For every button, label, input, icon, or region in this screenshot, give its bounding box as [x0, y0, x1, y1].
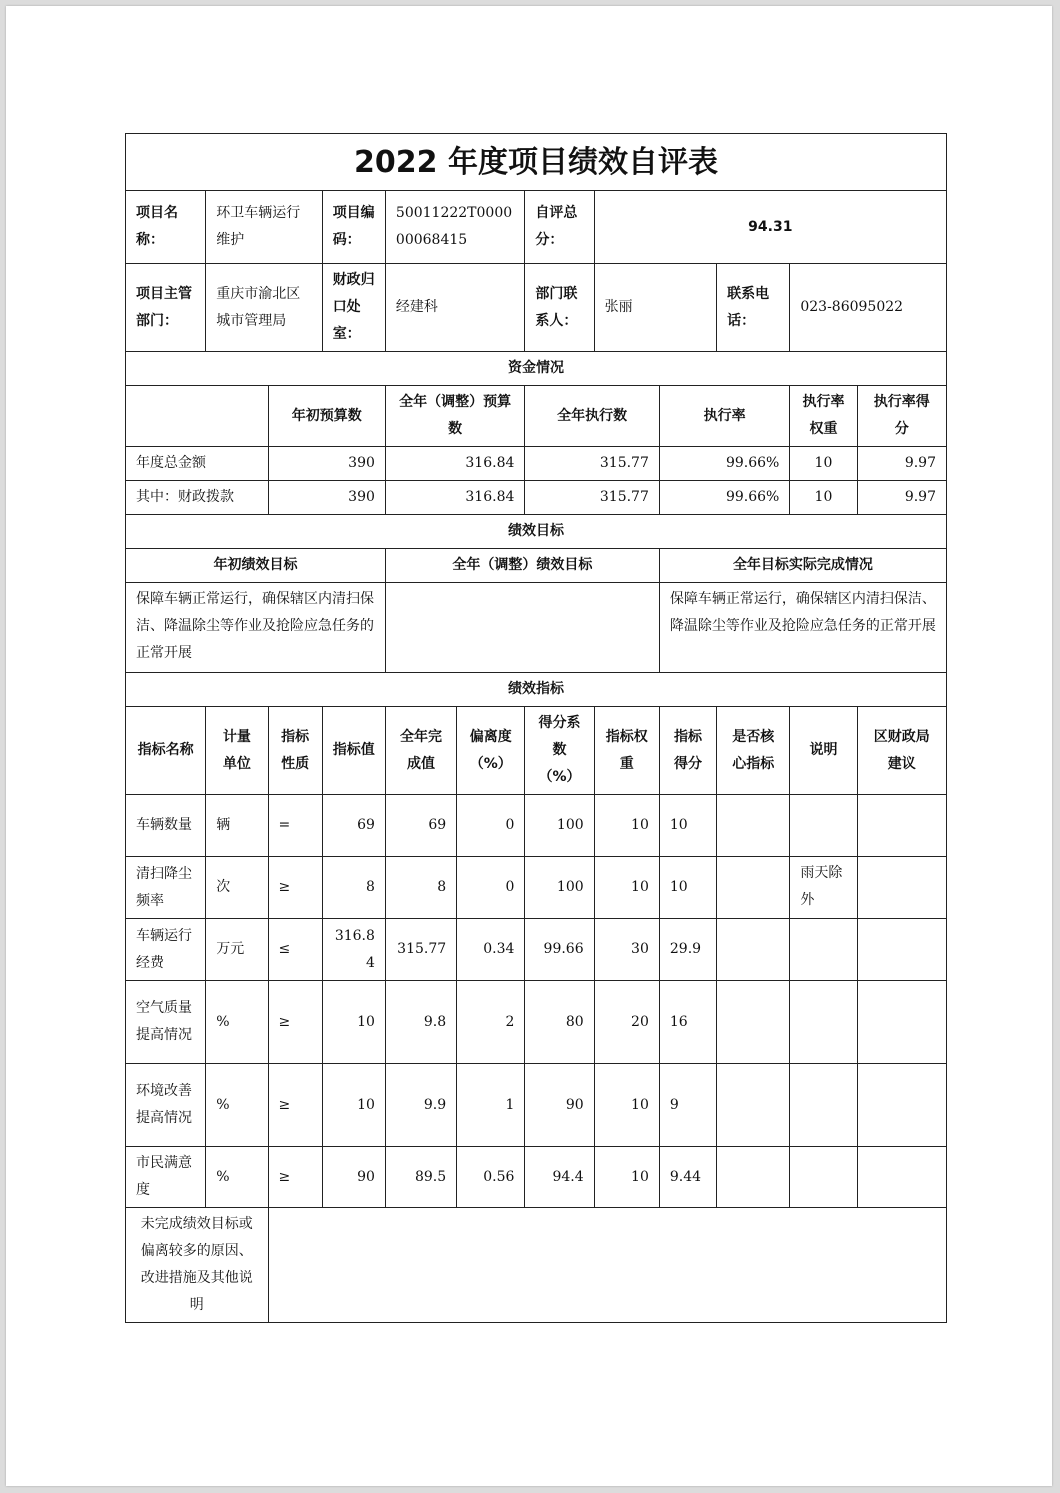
phone-value: 023-86095022 [790, 264, 947, 352]
score-label: 自评总分： [525, 191, 594, 264]
funds-cell: 99.66% [659, 447, 789, 481]
dept-value: 重庆市渝北区城市管理局 [206, 264, 322, 352]
indicator-cell: ≥ [268, 1147, 322, 1208]
indicator-cell: 9 [659, 1064, 716, 1147]
indicator-cell: ≥ [268, 857, 322, 919]
funds-cell: 390 [268, 481, 385, 515]
indicator-header: 指标值 [322, 707, 385, 795]
finance-office-value: 经建科 [385, 264, 524, 352]
indicator-cell: 316.84 [322, 919, 385, 981]
indicator-cell: 市民满意度 [126, 1147, 206, 1208]
indicator-cell: % [206, 1064, 268, 1147]
funds-header: 执行率权重 [790, 386, 857, 447]
indicator-cell: 环境改善提高情况 [126, 1064, 206, 1147]
indicator-cell: 10 [594, 1147, 659, 1208]
indicator-row [126, 919, 947, 981]
indicator-header: 是否核心指标 [717, 707, 790, 795]
project-name-value: 环卫车辆运行维护 [206, 191, 322, 264]
indicator-cell: 100 [525, 795, 594, 857]
indicator-cell: 89.5 [385, 1147, 456, 1208]
indicator-header: 指标得分 [659, 707, 716, 795]
indicator-cell: 9.9 [385, 1064, 456, 1147]
indicator-cell [790, 1147, 857, 1208]
indicator-header: 全年完成值 [385, 707, 456, 795]
indicator-header: 区财政局建议 [857, 707, 946, 795]
funds-row-label: 其中：财政拨款 [126, 481, 269, 515]
indicator-cell [857, 981, 946, 1064]
indicator-cell [790, 1064, 857, 1147]
indicator-cell: 0 [457, 857, 525, 919]
indicator-cell: 雨天除外 [790, 857, 857, 919]
indicator-cell [857, 795, 946, 857]
funds-row [126, 481, 947, 515]
indicator-cell [857, 1147, 946, 1208]
indicator-cell: 10 [594, 857, 659, 919]
indicator-cell: 0 [457, 795, 525, 857]
indicator-cell [717, 981, 790, 1064]
indicator-cell: 20 [594, 981, 659, 1064]
goal-adjusted-text [385, 583, 659, 673]
indicator-row [126, 795, 947, 857]
funds-header: 年初预算数 [268, 386, 385, 447]
funds-cell: 315.77 [525, 481, 659, 515]
indicator-cell: 10 [322, 1064, 385, 1147]
indicator-cell: 车辆运行经费 [126, 919, 206, 981]
funds-row-label: 年度总金额 [126, 447, 269, 481]
indicator-cell: 万元 [206, 919, 268, 981]
indicator-header: 计量单位 [206, 707, 268, 795]
funds-cell: 316.84 [385, 447, 524, 481]
phone-label: 联系电话： [717, 264, 790, 352]
contact-value: 张丽 [594, 264, 716, 352]
indicator-cell: 空气质量提高情况 [126, 981, 206, 1064]
dept-label: 项目主管部门： [126, 264, 206, 352]
indicator-cell: 69 [385, 795, 456, 857]
funds-cell: 390 [268, 447, 385, 481]
funds-header: 全年执行数 [525, 386, 659, 447]
goals-section-heading: 绩效目标 [126, 515, 947, 549]
indicator-cell: 8 [385, 857, 456, 919]
funds-header: 执行率 [659, 386, 789, 447]
indicator-cell: ≥ [268, 1064, 322, 1147]
funds-cell: 10 [790, 447, 857, 481]
finance-office-label: 财政归口处室： [322, 264, 385, 352]
indicator-cell: 10 [594, 1064, 659, 1147]
indicator-cell: 2 [457, 981, 525, 1064]
indicator-cell [790, 795, 857, 857]
indicator-cell: 1 [457, 1064, 525, 1147]
indicator-cell [717, 795, 790, 857]
indicator-cell: 10 [659, 857, 716, 919]
indicator-cell: 9.8 [385, 981, 456, 1064]
indicator-cell: 69 [322, 795, 385, 857]
indicator-row [126, 857, 947, 919]
goal-actual-text: 保障车辆正常运行，确保辖区内清扫保洁、降温除尘等作业及抢险应急任务的正常开展 [659, 583, 946, 673]
form-title: 2022 年度项目绩效自评表 [126, 134, 947, 191]
project-code-label: 项目编码： [322, 191, 385, 264]
indicator-cell: 99.66 [525, 919, 594, 981]
indicator-cell [857, 1064, 946, 1147]
indicator-cell: = [268, 795, 322, 857]
indicator-cell: 10 [594, 795, 659, 857]
indicator-cell: 90 [322, 1147, 385, 1208]
indicator-cell: 30 [594, 919, 659, 981]
contact-label: 部门联系人： [525, 264, 594, 352]
indicator-cell: 94.4 [525, 1147, 594, 1208]
indicator-row [126, 981, 947, 1064]
notes-label: 未完成绩效目标或偏离较多的原因、改进措施及其他说明 [126, 1208, 269, 1323]
indicator-cell: ≤ [268, 919, 322, 981]
indicator-cell [717, 1147, 790, 1208]
indicator-cell [857, 857, 946, 919]
indicator-cell [857, 919, 946, 981]
indicator-cell: 315.77 [385, 919, 456, 981]
indicator-cell: 0.34 [457, 919, 525, 981]
goals-header-actual: 全年目标实际完成情况 [659, 549, 946, 583]
indicator-cell: 0.56 [457, 1147, 525, 1208]
goals-header-initial: 年初绩效目标 [126, 549, 386, 583]
funds-row [126, 447, 947, 481]
indicator-cell: % [206, 981, 268, 1064]
indicator-cell [717, 857, 790, 919]
total-score-value: 94.31 [594, 191, 946, 264]
goals-header-adjusted: 全年（调整）绩效目标 [385, 549, 659, 583]
funds-section-heading: 资金情况 [126, 352, 947, 386]
indicator-cell [790, 981, 857, 1064]
funds-cell: 316.84 [385, 481, 524, 515]
indicator-cell: 9.44 [659, 1147, 716, 1208]
self-evaluation-form [125, 133, 947, 1323]
indicator-cell: 80 [525, 981, 594, 1064]
indicator-header: 指标名称 [126, 707, 206, 795]
indicator-cell [790, 919, 857, 981]
indicator-cell: 清扫降尘频率 [126, 857, 206, 919]
indicator-cell: 29.9 [659, 919, 716, 981]
project-code-value: 50011222T000000068415 [385, 191, 524, 264]
indicator-cell [717, 1064, 790, 1147]
goal-initial-text: 保障车辆正常运行，确保辖区内清扫保洁、降温除尘等作业及抢险应急任务的正常开展 [126, 583, 386, 673]
indicator-row [126, 1147, 947, 1208]
notes-value [268, 1208, 947, 1323]
funds-cell: 315.77 [525, 447, 659, 481]
indicator-cell: 100 [525, 857, 594, 919]
funds-cell: 10 [790, 481, 857, 515]
indicator-cell [717, 919, 790, 981]
indicator-cell: 辆 [206, 795, 268, 857]
indicator-header: 指标性质 [268, 707, 322, 795]
indicator-header: 指标权重 [594, 707, 659, 795]
indicator-cell: 10 [659, 795, 716, 857]
indicator-cell: 车辆数量 [126, 795, 206, 857]
indicator-header: 说明 [790, 707, 857, 795]
funds-header: 全年（调整）预算数 [385, 386, 524, 447]
funds-cell: 99.66% [659, 481, 789, 515]
indicators-section-heading: 绩效指标 [126, 673, 947, 707]
indicator-cell: 90 [525, 1064, 594, 1147]
indicator-cell: ≥ [268, 981, 322, 1064]
indicator-cell: 8 [322, 857, 385, 919]
indicator-rows [126, 795, 947, 1208]
indicator-cell: 16 [659, 981, 716, 1064]
funds-header-blank [126, 386, 269, 447]
indicator-row [126, 1064, 947, 1147]
indicator-cell: 10 [322, 981, 385, 1064]
indicator-cell: 次 [206, 857, 268, 919]
document-page [6, 6, 1052, 1486]
indicator-header: 得分系数（%） [525, 707, 594, 795]
indicator-header: 偏离度（%） [457, 707, 525, 795]
funds-cell: 9.97 [857, 447, 946, 481]
funds-header: 执行率得分 [857, 386, 946, 447]
indicator-cell: % [206, 1147, 268, 1208]
project-name-label: 项目名称： [126, 191, 206, 264]
funds-cell: 9.97 [857, 481, 946, 515]
